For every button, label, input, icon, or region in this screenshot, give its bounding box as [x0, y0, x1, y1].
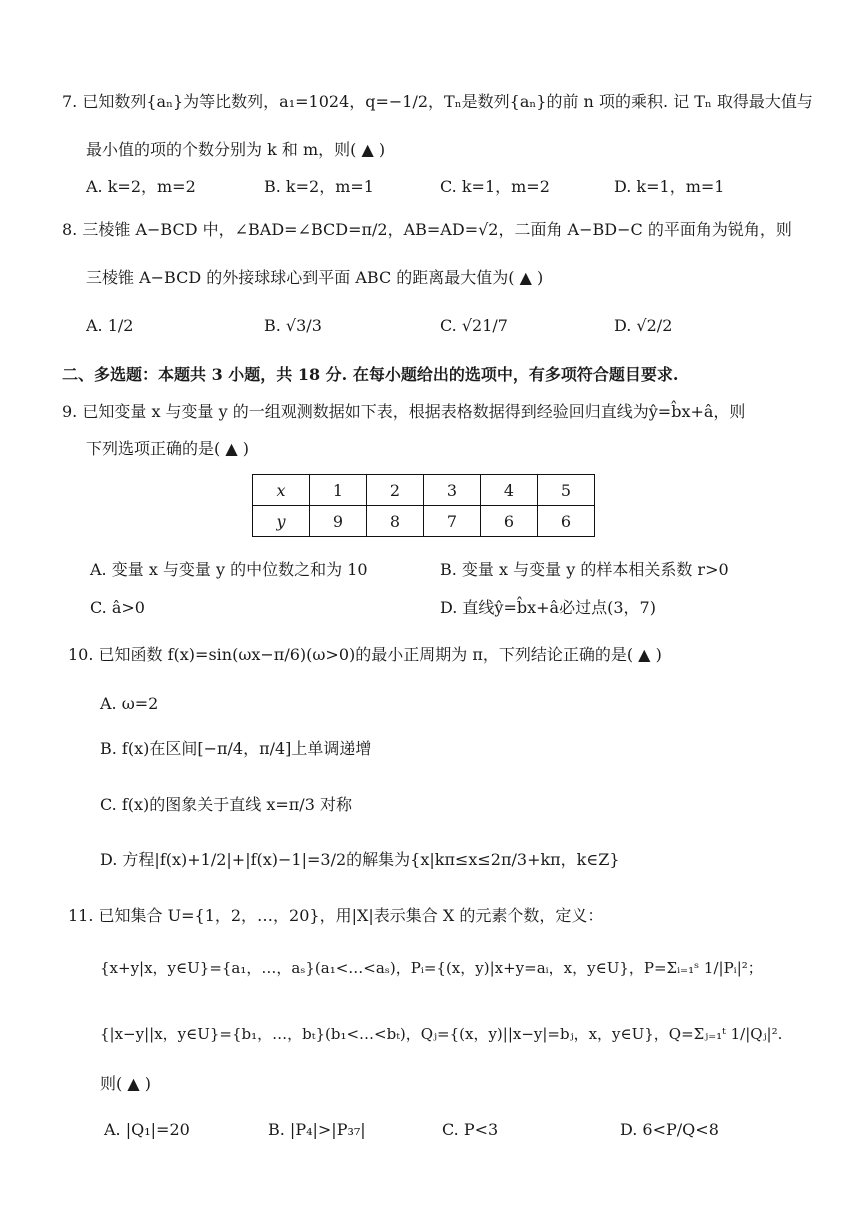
- q9-option-d: D. 直线ŷ=b̂x+â必过点(3，7): [440, 598, 656, 617]
- q8-option-a: A. 1/2: [86, 316, 134, 335]
- section-2-heading: 二、多选题：本题共 3 小题，共 18 分. 在每小题给出的选项中，有多项符合题目要求.: [62, 365, 679, 384]
- q9-table-x-2: 2: [367, 475, 424, 506]
- q11-stem: 11. 已知集合 U={1，2，…，20}，用|X|表示集合 X 的元素个数，定义：: [68, 906, 604, 925]
- q11-definition-1: {x+y|x，y∈U}={a₁，…，aₛ}(a₁<…<aₛ)，Pᵢ={(x，y)|x+y=aᵢ，x，y∈U}，P=Σᵢ₌₁ˢ 1/|Pᵢ|²；: [100, 959, 763, 977]
- q10-stem: 10. 已知函数 f(x)=sin(ωx−π/6)(ω>0)的最小正周期为 π，下列结论正确的是( ▲ ): [68, 645, 662, 664]
- q9-table-y-2: 8: [367, 506, 424, 537]
- q8-stem-line-1: 8. 三棱锥 A−BCD 中，∠BAD=∠BCD=π/2，AB=AD=√2，二面角 A−BD−C 的平面角为锐角，则: [62, 220, 792, 239]
- q9-table-y-label: y: [253, 506, 310, 537]
- q11-option-d: D. 6<P/Q<8: [620, 1120, 719, 1139]
- q8-option-c: C. √21/7: [440, 316, 508, 335]
- q9-table-x-label: x: [253, 475, 310, 506]
- q9-stem-line-1: 9. 已知变量 x 与变量 y 的一组观测数据如下表，根据表格数据得到经验回归直线为ŷ=b̂x+â，则: [62, 402, 746, 421]
- q7-stem-line-2: 最小值的项的个数分别为 k 和 m，则( ▲ ): [86, 140, 386, 159]
- q11-option-b: B. |P₄|>|P₃₇|: [268, 1120, 366, 1139]
- q7-stem-line-1: 7. 已知数列{aₙ}为等比数列，a₁=1024，q=−1/2，Tₙ是数列{aₙ}的前 n 项的乘积. 记 Tₙ 取得最大值与: [62, 92, 813, 111]
- q8-option-d: D. √2/2: [614, 316, 673, 335]
- q9-table-x-1: 1: [310, 475, 367, 506]
- q7-option-d: D. k=1，m=1: [614, 177, 725, 196]
- q10-option-d: D. 方程|f(x)+1/2|+|f(x)−1|=3/2的解集为{x|kπ≤x≤2π/3+kπ，k∈Z}: [100, 850, 620, 869]
- q9-option-b: B. 变量 x 与变量 y 的样本相关系数 r>0: [440, 560, 729, 579]
- q11-option-c: C. P<3: [442, 1120, 499, 1139]
- q9-table-x-4: 4: [481, 475, 538, 506]
- q10-option-c: C. f(x)的图象关于直线 x=π/3 对称: [100, 795, 352, 814]
- q11-definition-2: {|x−y||x，y∈U}={b₁，…，bₜ}(b₁<…<bₜ)，Qⱼ={(x，y)||x−y|=bⱼ，x，y∈U}，Q=Σⱼ₌₁ᵗ 1/|Qⱼ|².: [100, 1025, 783, 1043]
- q9-table-x-5: 5: [538, 475, 595, 506]
- q9-table-y-5: 6: [538, 506, 595, 537]
- q11-then: 则( ▲ ): [100, 1074, 151, 1093]
- q7-option-a: A. k=2，m=2: [86, 177, 196, 196]
- q9-stem-line-2: 下列选项正确的是( ▲ ): [86, 439, 249, 458]
- q10-option-b: B. f(x)在区间[−π/4，π/4]上单调递增: [100, 739, 372, 758]
- q9-option-c: C. â>0: [90, 598, 145, 617]
- q9-table-y-1: 9: [310, 506, 367, 537]
- q9-option-a: A. 变量 x 与变量 y 的中位数之和为 10: [90, 560, 368, 579]
- q11-option-a: A. |Q₁|=20: [104, 1120, 190, 1139]
- q8-option-b: B. √3/3: [264, 316, 322, 335]
- q9-table-y-3: 7: [424, 506, 481, 537]
- q7-option-c: C. k=1，m=2: [440, 177, 550, 196]
- q9-table-y-4: 6: [481, 506, 538, 537]
- q8-stem-line-2: 三棱锥 A−BCD 的外接球球心到平面 ABC 的距离最大值为( ▲ ): [86, 268, 544, 287]
- q9-table-row-y: [253, 506, 595, 537]
- q9-table-row-x: [253, 475, 595, 506]
- q9-data-table: [252, 474, 595, 537]
- q7-option-b: B. k=2，m=1: [264, 177, 374, 196]
- q9-table-x-3: 3: [424, 475, 481, 506]
- q10-option-a: A. ω=2: [100, 694, 159, 713]
